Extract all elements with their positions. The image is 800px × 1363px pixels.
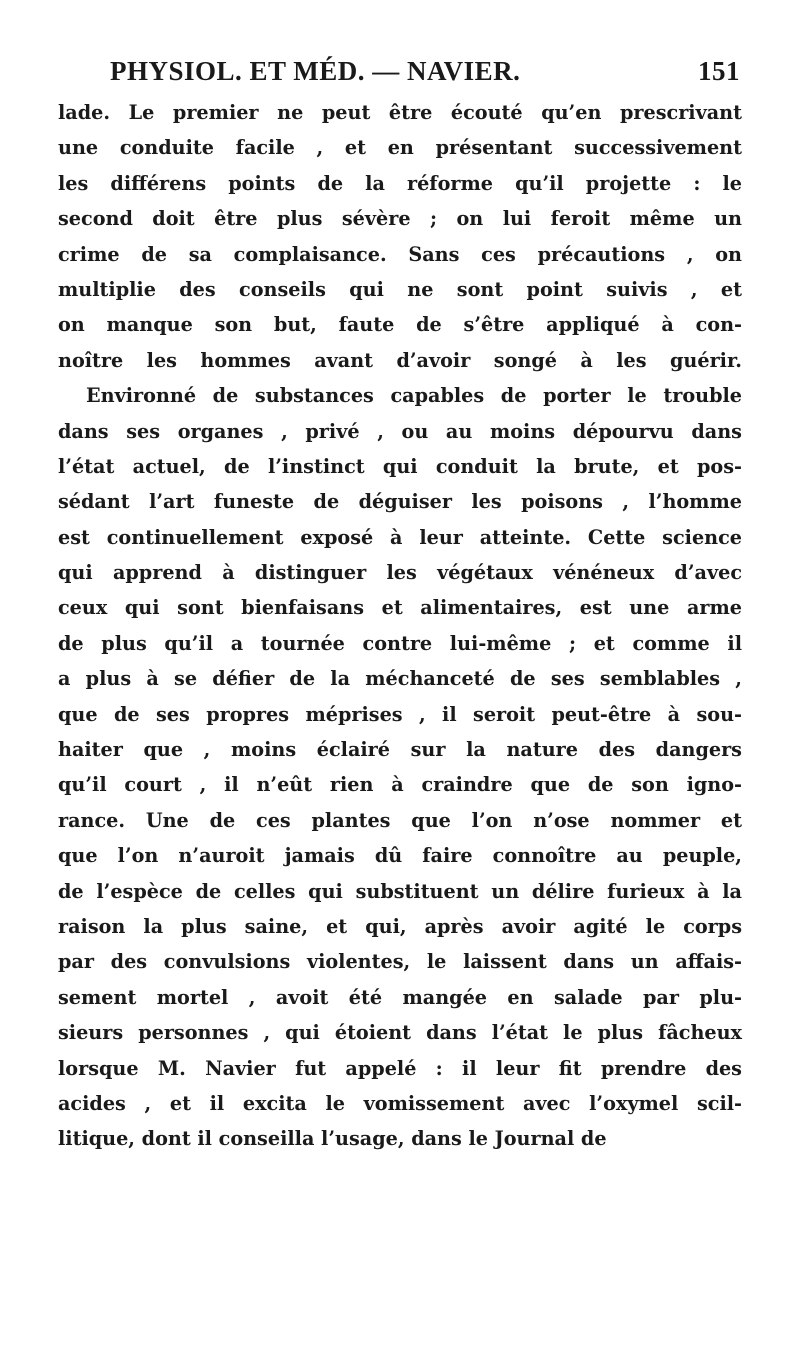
text-line: haiter que , moins éclairé sur la nature des dangers — [58, 738, 742, 762]
running-head — [110, 56, 740, 96]
text-line: lade. Le premier ne peut être écouté qu’en prescrivant — [58, 101, 742, 124]
text-line: raison la plus saine, et qui, après avoir agité le corps — [58, 914, 742, 938]
text-line: une conduite facile , et en présentant successivement — [58, 136, 742, 160]
running-head-title: PHYSIOL. ET MÉD. — NAVIER. — [110, 56, 521, 86]
text-line: on manque son but, faute de s’être appliqué à con- — [58, 313, 742, 337]
text-line: a plus à se défier de la méchanceté de ses semblables , — [58, 667, 742, 691]
text-line: ceux qui sont bienfaisans et alimentaires, est une arme — [58, 596, 742, 620]
text-line: de l’espèce de celles qui substituent un délire furieux à la — [58, 879, 742, 903]
text-line: par des convulsions violentes, le laissent dans un affais- — [58, 950, 742, 974]
text-line: litique, dont il conseilla l’usage, dans le Journal de — [58, 1127, 607, 1151]
text-line: sieurs personnes , qui étoient dans l’état le plus fâcheux — [58, 1021, 742, 1045]
text-line: l’état actuel, de l’instinct qui conduit la brute, et pos- — [58, 454, 742, 478]
text-line: acides , et il excita le vomissement avec l’oxymel scil- — [58, 1091, 742, 1115]
text-line: multiplie des conseils qui ne sont point suivis , et — [58, 277, 742, 301]
text-line: qu’il court , il n’eût rien à craindre que de son igno- — [58, 773, 742, 797]
page-number: 151 — [698, 56, 740, 86]
text-line: second doit être plus sévère ; on lui feroit même un — [58, 207, 742, 231]
text-line: les différens points de la réforme qu’il projette : le — [58, 171, 742, 195]
text-line: qui apprend à distinguer les végétaux vénéneux d’avec — [58, 561, 742, 585]
text-line: crime de sa complaisance. Sans ces précautions , on — [58, 242, 742, 266]
text-line: rance. Une de ces plantes que l’on n’ose nommer et — [58, 808, 742, 832]
text-line: sement mortel , avoit été mangée en salade par plu- — [58, 985, 742, 1009]
text-line: lorsque M. Navier fut appelé : il leur fit prendre des — [58, 1056, 742, 1080]
text-line: que l’on n’auroit jamais dû faire connoître au peuple, — [58, 844, 742, 868]
text-line: Environné de substances capables de porter le trouble — [86, 384, 742, 408]
text-line: de plus qu’il a tournée contre lui-même ; et comme il — [58, 631, 742, 655]
text-line: sédant l’art funeste de déguiser les poisons , l’homme — [58, 490, 742, 514]
text-line: noître les hommes avant d’avoir songé à les guérir. — [58, 348, 742, 372]
text-line: est continuellement exposé à leur atteinte. Cette science — [58, 525, 742, 549]
text-line: dans ses organes , privé , ou au moins dépourvu dans — [58, 419, 742, 443]
text-line: que de ses propres méprises , il seroit peut-être à sou- — [58, 702, 742, 726]
body-text — [58, 95, 742, 1157]
